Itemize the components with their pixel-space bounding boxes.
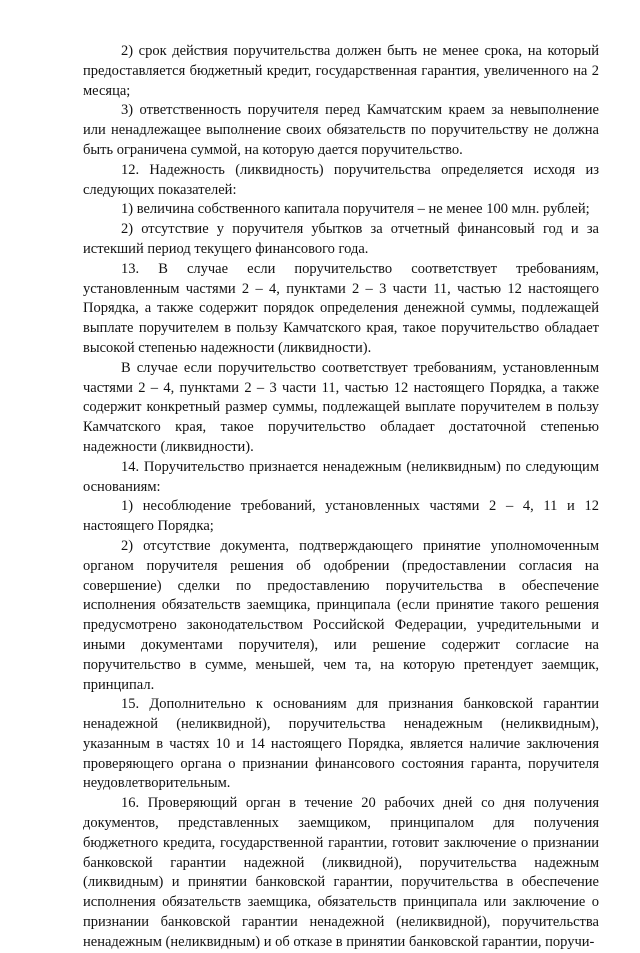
paragraph-13-high-reliability: 13. В случае если поручительство соответствует требованиям, установленным частями 2 – 4, пунктами 2 – 3 части 11, частью 12 настоящего Порядка, а также содержит порядок определения денежной суммы, подлежащей выплате поручителем в пользу Камчатского края, такое поручительство обладает высокой степенью надежности (ликвидности). [83,260,599,356]
paragraph-12-reliability: 12. Надежность (ликвидность) поручительства определяется исходя из следующих показателей: [83,161,599,198]
paragraph-sufficient-reliability: В случае если поручительство соответствует требованиям, установленным частями 2 – 4, пунктами 2 – 3 части 11, частью 12 настоящего Порядка, а также содержит конкретный размер суммы, подлежащей выплате поручителем в пользу Камчатского края, такое поручительство обладает достаточной степенью надежности (ликвидности). [83,359,599,455]
paragraph-14-unreliable: 14. Поручительство признается ненадежным (неликвидным) по следующим основаниям: [83,458,599,495]
paragraph-noncompliance: 1) несоблюдение требований, установленных частями 2 – 4, 11 и 12 настоящего Порядка; [83,498,599,535]
paragraph-surety-liability: 3) ответственность поручителя перед Камчатским краем за невыполнение или ненадлежащее выполнение своих обязательств по поручительству не должна быть ограничена суммой, на которую дается поручительство. [83,102,599,158]
paragraph-term-of-surety: 2) срок действия поручительства должен быть не менее срока, на который предоставляется бюджетный кредит, государственная гарантия, увеличенного на 2 месяца; [83,43,599,99]
paragraph-16-review-period: 16. Проверяющий орган в течение 20 рабочих дней со дня получения документов, представленных заемщиком, принципалом для получения бюджетного кредита, государственной гарантии, готовит заключение о признании банковской гарантии надежной (ликвидной), поручительства надежным (ликвидным) и принятии банковской гарантии, поручительства в обеспечение исполнения обязательств заемщика, обязательств принципала или заключение о признании банковской гарантии ненадежной (неликвидной), поручительства ненадежным (неликвидным) и об отказе в принятии банковской гарантии, поручи- [83,795,599,950]
document-body [83,42,599,953]
paragraph-own-capital: 1) величина собственного капитала поручителя – не менее 100 млн. рублей; [121,201,590,218]
paragraph-no-losses: 2) отсутствие у поручителя убытков за отчетный финансовый год и за истекший период текущего финансового года. [83,221,599,257]
paragraph-missing-approval: 2) отсутствие документа, подтверждающего принятие уполномоченным органом поручителя решения об одобрении (предоставлении согласия на совершение) сделки по предоставлению поручительства в обеспечение исполнения обязательств заемщика, принципала (если принятие такого решения предусмотрено законодательством Российской Федерации, учредительными и иными документами поручителя), или решение содержит согласие на поручительство в сумме, меньшей, чем та, на которую претендует заемщик, принципал. [83,537,599,693]
paragraph-15-additional-grounds: 15. Дополнительно к основаниям для признания банковской гарантии ненадежной (неликвидной), поручительства ненадежным (неликвидным), указанным в частях 10 и 14 настоящего Порядка, является наличие заключения проверяющего органа о признании финансового состояния гаранта, поручителя неудовлетворительным. [83,696,599,792]
